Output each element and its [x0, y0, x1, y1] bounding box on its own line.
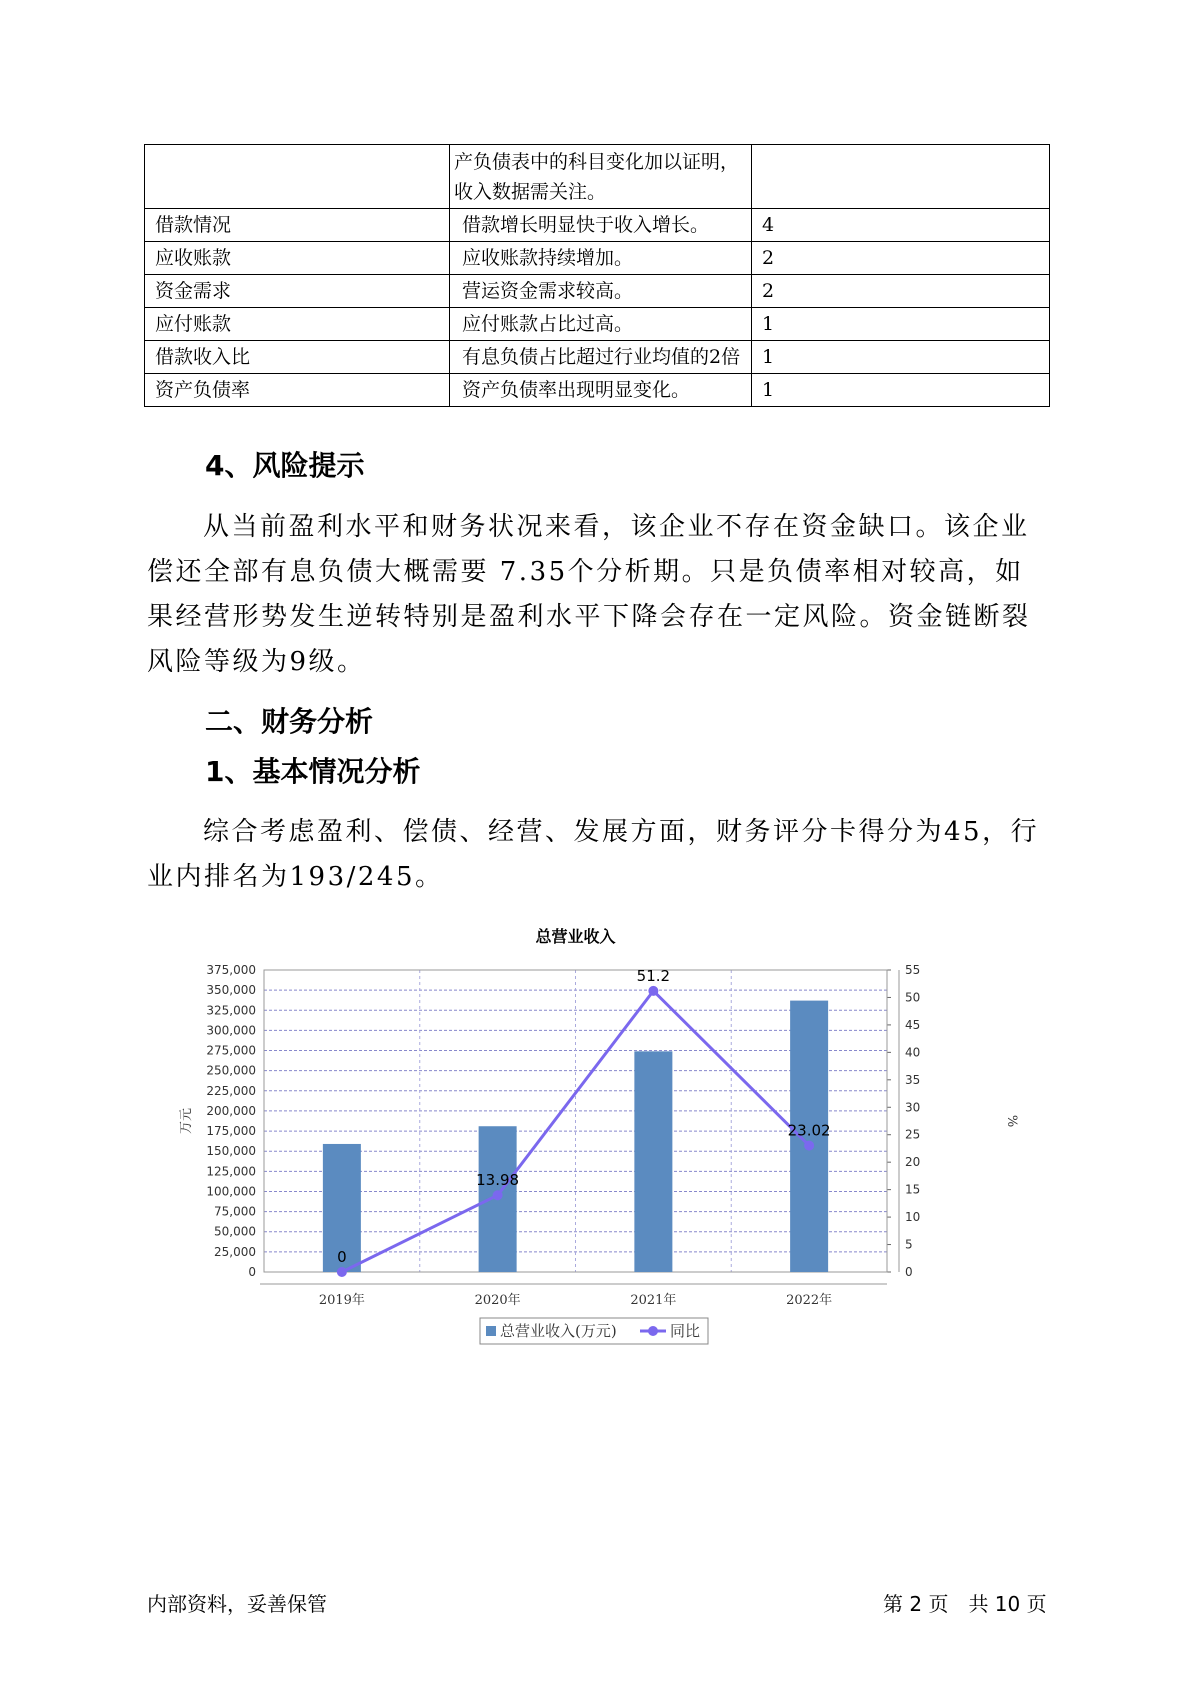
yoy-point [648, 986, 658, 996]
y2-tick-label: 25 [905, 1127, 921, 1142]
y-tick-label: 100,000 [206, 1184, 256, 1199]
y2-tick-label: 10 [905, 1210, 921, 1225]
data-label: 13.98 [476, 1171, 520, 1190]
y2-tick-label: 45 [905, 1017, 921, 1032]
x-tick-label: 2020年 [474, 1293, 521, 1308]
cell-item: 借款收入比 [145, 341, 450, 374]
y-tick-label: 175,000 [206, 1124, 256, 1139]
cell-desc: 借款增长明显快于收入增长。 [450, 209, 752, 242]
cell-score: 1 [752, 341, 1050, 374]
y2-tick-label: 15 [905, 1182, 921, 1197]
cell-desc: 资产负债率出现明显变化。 [450, 374, 752, 407]
y2-tick-label: 40 [905, 1045, 921, 1060]
cell-item: 借款情况 [145, 209, 450, 242]
legend-line-label: 同比 [670, 1322, 701, 1340]
yoy-point [804, 1141, 814, 1151]
y-tick-label: 225,000 [206, 1083, 256, 1098]
x-tick-label: 2022年 [786, 1293, 833, 1308]
data-label: 51.2 [636, 966, 671, 985]
cell-score: 2 [752, 275, 1050, 308]
table-row [145, 275, 1050, 308]
table-row [145, 341, 1050, 374]
y-tick-label: 75,000 [214, 1204, 256, 1219]
risk-paragraph: 从当前盈利水平和财务状况来看，该企业不存在资金缺口。该企业偿还全部有息负债大概需要 7.35个分析期。只是负债率相对较高，如果经营形势发生逆转特别是盈利水平下降会存在一定风险。资金链断裂风险等级为9级。 [147, 512, 1031, 677]
section-heading-financial: 二、财务分析 [205, 705, 374, 738]
y2-tick-label: 35 [905, 1072, 921, 1087]
y2-tick-label: 50 [905, 990, 921, 1005]
y-tick-label: 125,000 [206, 1164, 256, 1179]
cell-score: 4 [752, 209, 1050, 242]
y2-tick-label: 0 [905, 1265, 913, 1279]
y-tick-label: 325,000 [206, 1003, 256, 1018]
cell-item: 应收账款 [145, 242, 450, 275]
table-row [145, 308, 1050, 341]
legend-bar-label: 总营业收入(万元) [500, 1322, 617, 1340]
y-tick-label: 50,000 [214, 1224, 256, 1239]
yoy-point [493, 1190, 503, 1200]
cell-item: 资产负债率 [145, 374, 450, 407]
cell-score [752, 145, 1050, 209]
y2-tick-label: 55 [905, 963, 921, 977]
bar [634, 1051, 672, 1272]
cell-score: 1 [752, 374, 1050, 407]
y-tick-label: 200,000 [206, 1103, 256, 1118]
cell-item: 应付账款 [145, 308, 450, 341]
data-label: 0 [337, 1248, 347, 1266]
y-tick-label: 300,000 [206, 1023, 256, 1038]
table-row [145, 145, 1050, 209]
y2-tick-label: 30 [905, 1100, 921, 1115]
table-row [145, 242, 1050, 275]
cell-desc: 有息负债占比超过行业均值的2倍 [450, 341, 752, 374]
cell-item [145, 145, 450, 209]
table-row [145, 374, 1050, 407]
section-heading-basic: 1、基本情况分析 [205, 755, 421, 788]
y2-axis-title: % [1004, 1114, 1019, 1128]
chart-title: 总营业收入 [535, 927, 616, 946]
risk-table [144, 144, 1050, 407]
cell-desc: 应付账款占比过高。 [450, 308, 752, 341]
y-tick-label: 25,000 [214, 1244, 256, 1259]
basic-paragraph: 综合考虑盈利、偿债、经营、发展方面，财务评分卡得分为45，行业内排名为193/245。 [147, 817, 1040, 892]
x-tick-label: 2021年 [630, 1293, 677, 1308]
data-label: 23.02 [787, 1121, 831, 1140]
y-tick-label: 375,000 [206, 963, 256, 977]
footer-confidential: 内部资料，妥善保管 [147, 1592, 327, 1616]
yoy-point [337, 1267, 347, 1277]
y-tick-label: 350,000 [206, 983, 256, 998]
x-tick-label: 2019年 [318, 1293, 365, 1308]
revenue-chart [160, 920, 1040, 1390]
cell-desc: 产负债表中的科目变化加以证明，收入数据需关注。 [450, 145, 752, 209]
y2-tick-label: 20 [905, 1155, 921, 1170]
cell-desc: 应收账款持续增加。 [450, 242, 752, 275]
section-heading-risk: 4、风险提示 [205, 449, 365, 482]
footer-page-number: 第 2 页 共 10 页 [883, 1592, 1047, 1616]
table-row [145, 209, 1050, 242]
y-tick-label: 250,000 [206, 1063, 256, 1078]
legend-bar-swatch [486, 1326, 496, 1336]
legend-line-marker [648, 1326, 658, 1336]
cell-item: 资金需求 [145, 275, 450, 308]
y-tick-label: 275,000 [206, 1043, 256, 1058]
y-axis-title: 万元 [179, 1107, 194, 1135]
cell-score: 1 [752, 308, 1050, 341]
y-tick-label: 150,000 [206, 1144, 256, 1159]
cell-desc: 营运资金需求较高。 [450, 275, 752, 308]
cell-score: 2 [752, 242, 1050, 275]
y-tick-label: 0 [248, 1265, 256, 1279]
y2-tick-label: 5 [905, 1237, 913, 1252]
